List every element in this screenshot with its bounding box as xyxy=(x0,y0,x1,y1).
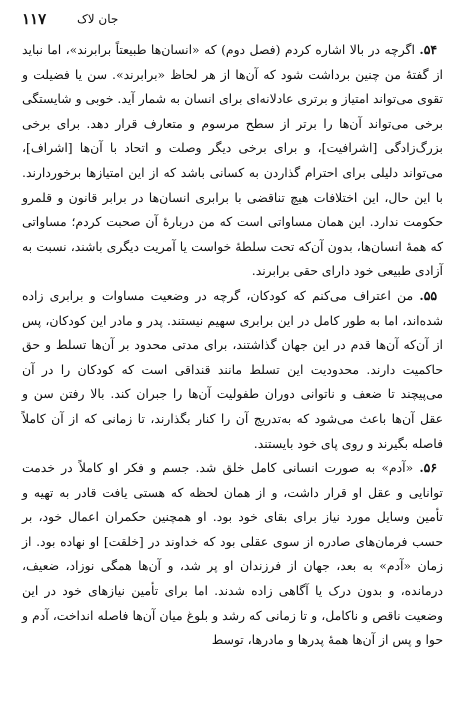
paragraph-number: ۵۶. xyxy=(419,460,437,476)
paragraph-text: اگرچه در بالا اشاره کردم (فصل دوم) که «انسان‌ها طبیعتاً برابرند»، اما نباید از گفتهٔ من چنین برداشت شود که آن‌ها از هر لحاظ «برابرند». سن یا فضیلت و تقوی می‌تواند امتیاز و برتری عادلانه‌ای برای انسان به شمار آید. خوبی و شایستگی برخی می‌تواند آن‌ها را برتر از سطح مرسوم و متعارف قرار دهد. برای برخی بزرگ‌زادگی [اشرافیت]، و برای برخی دیگر وصلت و اتحاد با آن‌ها [اشراف]، می‌تواند دلیلی برای احترام گذاردن به کسانی باشد که از این امتیازها برخوردارند. با این حال، این اختلافات هیچ تناقضی با برابری انسان‌ها در برابر قانون و قلمرو حکومت ندارد. این همان مساواتی است که من دربارهٔ آن صحبت کردم؛ مساواتی که همهٔ انسان‌ها، بدون آن‌که تحت سلطهٔ خواست یا آمریت دیگری باشند، نسبت به آزادی طبیعی خود دارای حقی برابرند. xyxy=(22,42,443,279)
paragraph-number: ۵۵. xyxy=(419,287,437,303)
running-head: جان لاک xyxy=(77,12,119,26)
page-number: ۱۱۷ xyxy=(22,10,47,28)
paragraph-54 xyxy=(22,38,443,284)
page-header xyxy=(22,10,443,32)
body-text xyxy=(22,38,443,653)
paragraph-text: من اعتراف می‌کنم که کودکان، گرچه در وضعیت مساوات و برابری زاده شده‌اند، اما به طور کامل در این برابری سهیم نیستند. پدر و مادر این کودکان، پس از آن‌که آن‌ها قدم در این جهان گذاشتند، برای مدتی محدود بر آن‌ها تسلط و حق حاکمیت دارند. محدودیت این تسلط مانند قنداقی است که کودکان را در آن می‌پیچند تا ضعف و ناتوانی دوران طفولیت آن‌ها را جبران کند. بالا رفتن سن و عقل آن‌ها باعث می‌شود که به‌تدریج آن را کنار بگذارند، تا زمانی که از آن کاملاً فاصله بگیرند و روی پای خود بایستند. xyxy=(22,287,443,451)
paragraph-number: ۵۴. xyxy=(419,42,437,57)
paragraph-text: «آدم» به صورت انسانی کامل خلق شد. جسم و فکر او کاملاً در خدمت توانایی و عقل او قرار داشت، و از همان لحظه که هستی یافت قادر به تهیه و تأمین وسایل مورد نیاز برای بقای خود بود. او همچنین حکمران اعمال خود، بر حسب فرمان‌های صادره از سوی عقلی بود که خداوند در [خلقت] او نهاده بود. از زمان «آدم» به بعد، جهان از فرزندان او پر شد، و آن‌ها همگی نوزاد، ضعیف، درمانده، و بدون درک یا آگاهی زاده شدند. اما برای تأمین نیازهای خود در این وضعیت ناقص و ناکامل، و تا زمانی که رشد و بلوغ میان آن‌ها فاصله انداخت، آدم و حوا و پس از آن‌ها همهٔ پدرها و مادرها، توسط xyxy=(22,460,443,648)
paragraph-56 xyxy=(22,456,443,653)
paragraph-55 xyxy=(22,284,443,456)
